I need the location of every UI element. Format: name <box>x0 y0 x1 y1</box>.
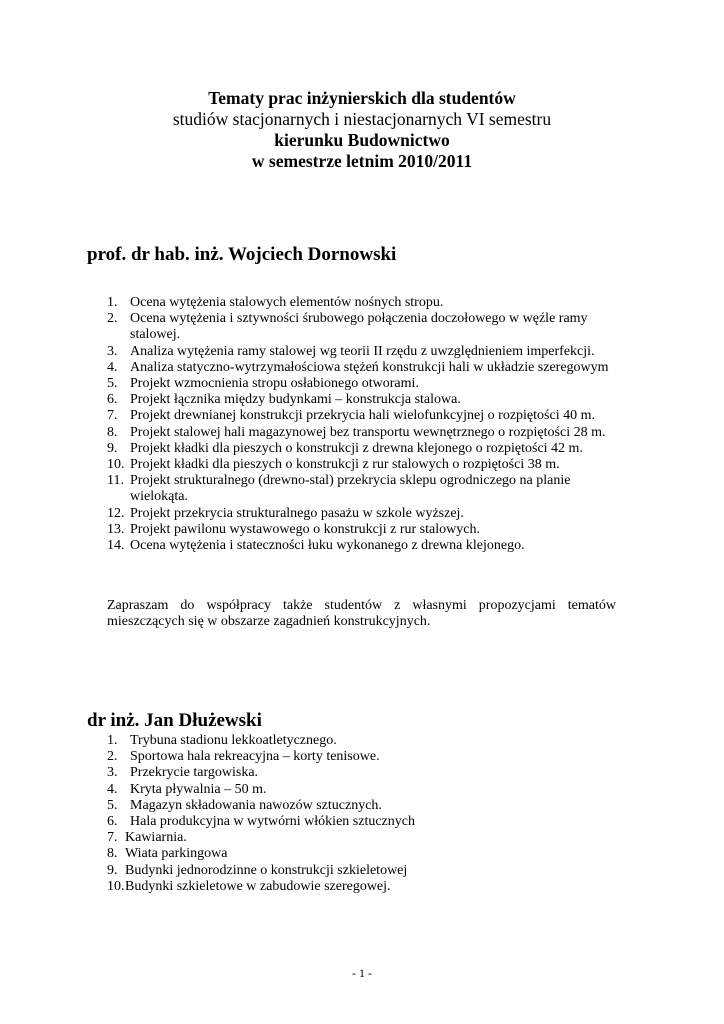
list-item-number: 6. <box>107 392 118 408</box>
list-item <box>107 311 627 343</box>
section1-note: Zapraszam do współpracy także studentów z własnymi propozycjami tematów mieszczących się w obszarze zagadnień konstrukcyjnych. <box>107 598 616 630</box>
list-item-text: Ocena wytężenia stalowych elementów nośnych stropu. <box>130 295 444 310</box>
list-item <box>107 457 627 473</box>
list-item-number: 13. <box>107 521 125 537</box>
list-item-text: Budynki jednorodzinne o konstrukcji szkieletowej <box>125 862 408 878</box>
list-item-text: Projekt kładki dla pieszych o konstrukcji z drewna klejonego o rozpiętości 42 m. <box>130 440 583 456</box>
list-item <box>107 506 627 522</box>
title-line-4: w semestrze letnim 2010/2011 <box>251 151 473 171</box>
list-item-text: Analiza statyczno-wytrzymałościowa stężeń konstrukcji hali w układzie szeregowym <box>130 359 609 375</box>
list-item <box>107 749 627 765</box>
list-item-text: Analiza wytężenia ramy stalowej wg teorii II rzędu z uwzględnieniem imperfekcji. <box>130 343 595 359</box>
list-item-text: Projekt pawilonu wystawowego o konstrukcji z rur stalowych. <box>130 521 480 537</box>
list-item <box>107 538 627 554</box>
list-item-text: Projekt przekrycia strukturalnego pasażu w szkole wyższej. <box>130 505 464 521</box>
page-number: - 1 - <box>352 966 372 980</box>
list-item <box>107 765 627 781</box>
list-item-number: 11. <box>107 473 124 489</box>
list-item-number: 10. <box>107 878 125 894</box>
list-item-number: 8. <box>107 424 118 440</box>
list-item-number: 14. <box>107 538 125 554</box>
list-item-text: Projekt stalowej hali magazynowej bez transportu wewnętrznego o rozpiętości 28 m. <box>130 424 606 440</box>
list-item-number: 5. <box>107 376 118 392</box>
list-item <box>107 830 627 846</box>
list-item-text: Magazyn składowania nawozów sztucznych. <box>130 797 382 813</box>
list-item-text: Ocena wytężenia i stateczności łuku wykonanego z drewna klejonego. <box>130 538 525 554</box>
list-item-number: 7. <box>107 830 118 846</box>
list-item-number: 1. <box>107 733 118 748</box>
list-item-text: Projekt drewnianej konstrukcji przekrycia hali wielofunkcyjnej o rozpiętości 40 m. <box>130 408 595 424</box>
title-line-2: studiów stacjonarnych i niestacjonarnych VI semestru <box>172 109 552 129</box>
list-item <box>107 360 627 376</box>
list-item <box>107 295 627 311</box>
list-item <box>107 846 627 862</box>
title-line-3: kierunku Budownictwo <box>274 130 450 150</box>
list-item <box>107 782 627 798</box>
list-item-text: Sportowa hala rekreacyjna – korty tenisowe. <box>130 749 380 765</box>
list-item-number: 2. <box>107 749 118 765</box>
list-item-text: Przekrycie targowiska. <box>130 765 259 781</box>
list-item-number: 1. <box>107 295 118 310</box>
document-title <box>0 88 724 172</box>
list-item-text: Projekt łącznika między budynkami – konstrukcja stalowa. <box>130 392 461 408</box>
list-item <box>107 814 627 830</box>
list-item-number: 10. <box>107 457 125 473</box>
list-item-number: 2. <box>107 311 118 327</box>
list-item <box>107 392 627 408</box>
list-item-text: Ocena wytężenia i sztywności śrubowego połączenia doczołowego w węźle ramy stalowej. <box>130 311 588 343</box>
list-item <box>107 376 627 392</box>
list-item-number: 3. <box>107 765 118 781</box>
list-item-text: Budynki szkieletowe w zabudowie szeregowej. <box>125 878 391 894</box>
list-item-number: 4. <box>107 781 118 797</box>
section2-heading: dr inż. Jan Dłużewski <box>87 710 262 731</box>
list-item-number: 7. <box>107 408 118 424</box>
list-item-number: 4. <box>107 359 118 375</box>
list-item <box>107 473 627 505</box>
list-item <box>107 798 627 814</box>
list-item-text: Kawiarnia. <box>125 830 187 846</box>
list-item-text: Projekt strukturalnego (drewno-stal) przekrycia sklepu ogrodniczego na planie wielokąta. <box>130 473 571 505</box>
list-item-text: Projekt kładki dla pieszych o konstrukcji z rur stalowych o rozpiętości 38 m. <box>130 457 560 473</box>
list-item <box>107 879 627 895</box>
section2-topic-list <box>107 733 627 895</box>
title-line-1: Tematy prac inżynierskich dla studentów <box>208 88 516 108</box>
list-item <box>107 522 627 538</box>
list-item <box>107 863 627 879</box>
list-item <box>107 441 627 457</box>
list-item <box>107 344 627 360</box>
list-item-number: 8. <box>107 846 118 862</box>
list-item <box>107 425 627 441</box>
list-item-number: 12. <box>107 505 125 521</box>
section1-topic-list <box>107 295 627 554</box>
list-item <box>107 408 627 424</box>
list-item-text: Projekt wzmocnienia stropu osłabionego otworami. <box>130 376 419 392</box>
list-item-number: 5. <box>107 797 118 813</box>
list-item-number: 6. <box>107 814 118 830</box>
list-item-text: Trybuna stadionu lekkoatletycznego. <box>130 733 337 748</box>
list-item-number: 9. <box>107 440 118 456</box>
list-item-number: 9. <box>107 862 118 878</box>
list-item-number: 3. <box>107 343 118 359</box>
list-item-text: Hala produkcyjna w wytwórni włókien sztucznych <box>130 814 415 830</box>
list-item <box>107 733 627 749</box>
section1-heading: prof. dr hab. inż. Wojciech Dornowski <box>87 244 397 265</box>
list-item-text: Kryta pływalnia – 50 m. <box>130 781 267 797</box>
list-item-text: Wiata parkingowa <box>125 846 228 862</box>
